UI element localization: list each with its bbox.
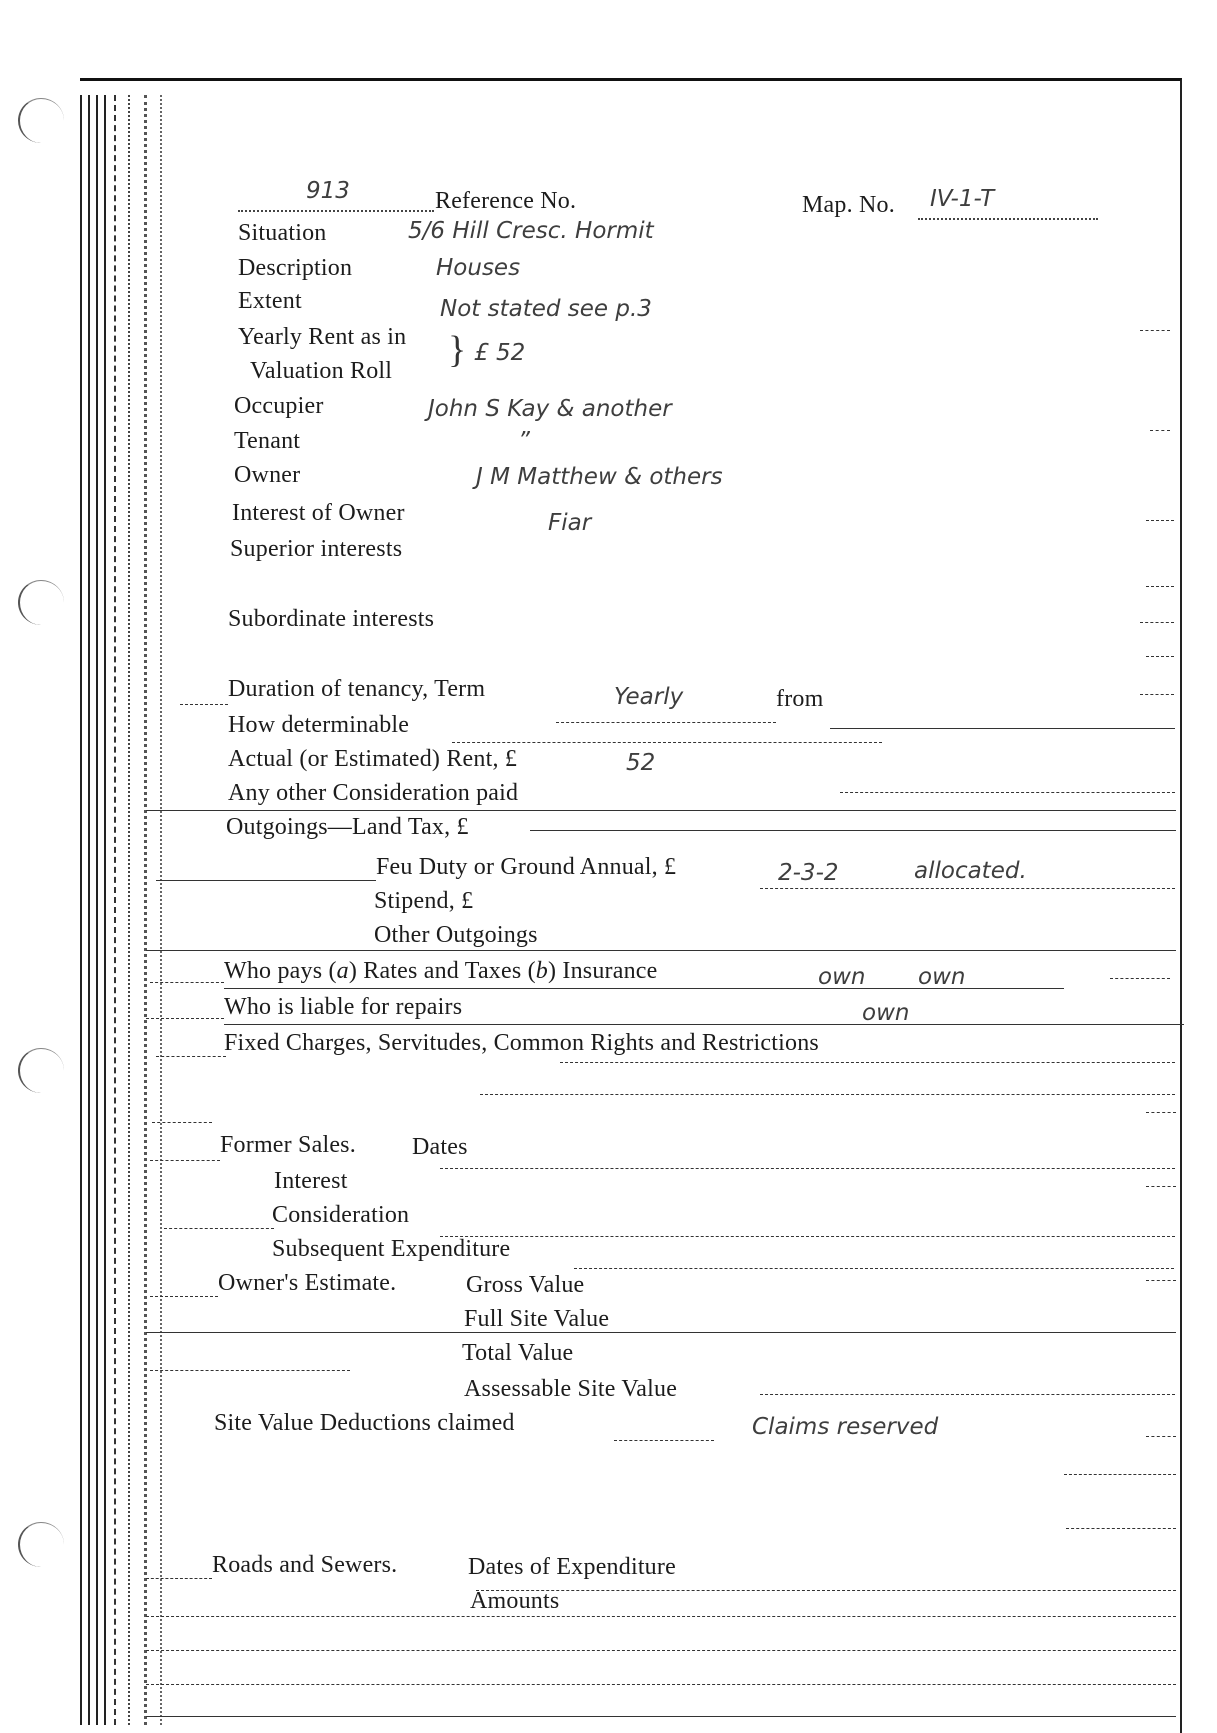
site-value-deductions-value: Claims reserved (752, 1414, 939, 1440)
map-label: Map. No. (802, 192, 895, 218)
stipend-label: Stipend, £ (374, 888, 474, 914)
punch-hole (18, 1522, 64, 1567)
from-label: from (776, 686, 824, 712)
outgoings-label: Outgoings—Land Tax, £ (226, 814, 469, 840)
map-no-handwritten: IV-1-T (930, 186, 995, 212)
ref-label: Reference No. (435, 188, 577, 214)
subsequent-expenditure-label: Subsequent Expenditure (272, 1236, 511, 1262)
actual-rent-value: 52 (626, 750, 656, 776)
superior-interests-label: Superior interests (230, 536, 403, 562)
situation-value: 5/6 Hill Cresc. Hormit (408, 218, 654, 244)
feu-duty-label: Feu Duty or Ground Annual, £ (376, 854, 677, 880)
insurance-payer-value: own (918, 964, 966, 990)
punch-hole (18, 580, 64, 625)
interest-of-owner-value: Fiar (548, 510, 592, 536)
owner-value: J M Matthew & others (476, 464, 723, 490)
site-value-deductions-label: Site Value Deductions claimed (214, 1410, 515, 1436)
owners-estimate-label: Owner's Estimate. (218, 1270, 397, 1296)
punch-hole (18, 1048, 64, 1093)
duration-value: Yearly (614, 684, 684, 710)
other-outgoings-label: Other Outgoings (374, 922, 538, 948)
how-determinable-label: How determinable (228, 712, 410, 738)
who-pays-label: Who pays (a) Rates and Taxes (b) Insurance (224, 958, 658, 984)
occupier-value: John S Kay & another (428, 396, 672, 422)
gross-value-label: Gross Value (466, 1272, 585, 1298)
subordinate-interests-label: Subordinate interests (228, 606, 435, 632)
description-value: Houses (436, 255, 521, 281)
repairs-value: own (862, 1000, 910, 1026)
page-binding-edge (80, 95, 170, 1725)
extent-label: Extent (238, 288, 302, 314)
valuation-roll-label: Valuation Roll (250, 358, 393, 384)
actual-rent-label: Actual (or Estimated) Rent, £ (228, 746, 518, 772)
duration-label: Duration of tenancy, Term (228, 676, 486, 702)
tenant-value: ” (518, 428, 530, 454)
brace-mark: } (448, 329, 467, 371)
extent-value: Not stated see p.3 (440, 296, 652, 322)
yearly-rent-label: Yearly Rent as in (238, 324, 407, 350)
fixed-charges-label: Fixed Charges, Servitudes, Common Rights and Restrictions (224, 1030, 819, 1056)
owner-label: Owner (234, 462, 301, 488)
ref-no-handwritten: 913 (306, 178, 350, 204)
roads-dates-label: Dates of Expenditure (468, 1554, 676, 1580)
roads-amounts-label: Amounts (470, 1588, 560, 1614)
occupier-label: Occupier (234, 393, 324, 419)
rates-payer-value: own (818, 964, 866, 990)
full-site-value-label: Full Site Value (464, 1306, 610, 1332)
interest-of-owner-label: Interest of Owner (232, 500, 405, 526)
yearly-rent-value: £ 52 (474, 340, 526, 366)
roads-sewers-label: Roads and Sewers. (212, 1552, 398, 1578)
former-sales-dates-label: Dates (412, 1134, 468, 1160)
former-sales-label: Former Sales. (220, 1132, 356, 1158)
punch-hole (18, 98, 64, 143)
former-sales-interest-label: Interest (274, 1168, 348, 1194)
other-consideration-label: Any other Consideration paid (228, 780, 519, 806)
description-label: Description (238, 255, 353, 281)
situation-label: Situation (238, 220, 327, 246)
total-value-label: Total Value (462, 1340, 574, 1366)
tenant-label: Tenant (234, 428, 301, 454)
feu-duty-value: 2-3-2 (778, 860, 839, 886)
former-sales-consideration-label: Consideration (272, 1202, 410, 1228)
repairs-label: Who is liable for repairs (224, 994, 463, 1020)
assessable-site-value-label: Assessable Site Value (464, 1376, 678, 1402)
feu-duty-note: allocated. (914, 858, 1027, 884)
